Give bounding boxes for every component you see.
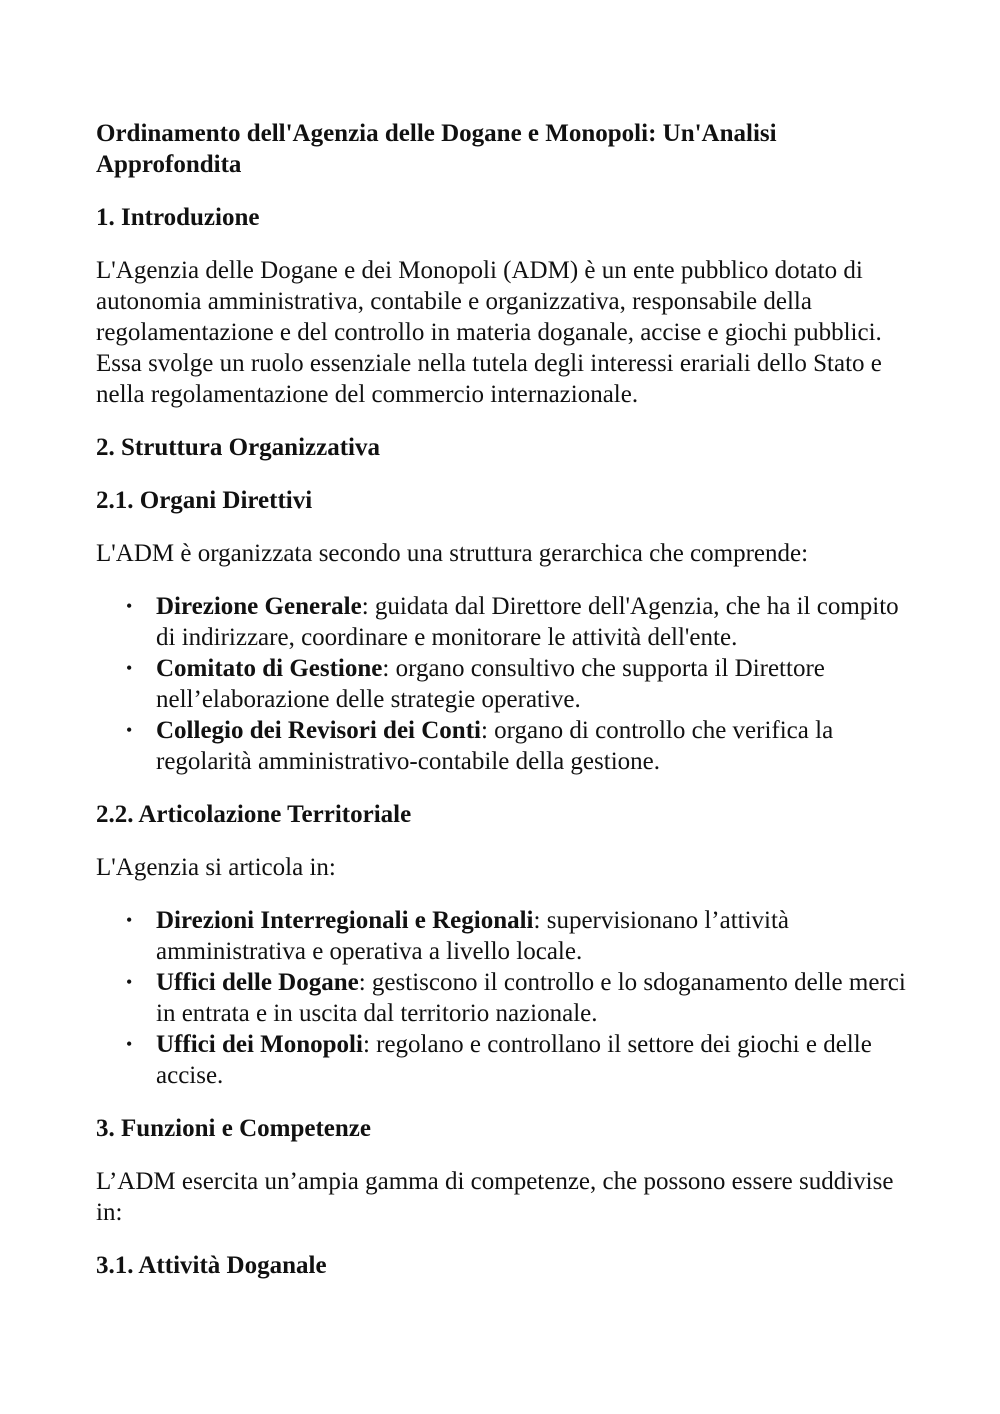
- list-item: [96, 591, 916, 653]
- bullet-icon: •: [126, 596, 133, 616]
- subsection-heading-doganale: 3.1. Attività Doganale: [96, 1252, 327, 1279]
- organi-list: [96, 591, 916, 777]
- bullet-icon: •: [126, 910, 133, 930]
- list-item: [96, 1029, 916, 1091]
- bullet-icon: •: [126, 972, 133, 992]
- territoriale-intro: L'Agenzia si articola in:: [96, 854, 336, 881]
- list-item-desc: : organo di controllo che verifica la regolarità amministrativo-contabile della gestione.: [156, 717, 834, 775]
- territoriale-list: [96, 905, 916, 1091]
- subsection-heading-territoriale: 2.2. Articolazione Territoriale: [96, 801, 412, 828]
- list-item-term: Uffici dei Monopoli: [156, 1031, 363, 1058]
- list-item-term: Direzioni Interregionali e Regionali: [156, 907, 534, 934]
- list-item-desc: : guidata dal Direttore dell'Agenzia, che ha il compito di indirizzare, coordinare e monitorare le attività dell'ente.: [156, 593, 899, 651]
- list-item-desc: : gestiscono il controllo e lo sdoganamento delle merci in entrata e in uscita dal territorio nazionale.: [156, 969, 906, 1027]
- list-item: [96, 653, 916, 715]
- section-heading-introduzione: 1. Introduzione: [96, 204, 260, 231]
- list-item-desc: : regolano e controllano il settore dei giochi e delle accise.: [156, 1031, 872, 1089]
- bullet-icon: •: [126, 1034, 133, 1054]
- list-item-term: Uffici delle Dogane: [156, 969, 359, 996]
- list-item-term: Collegio dei Revisori dei Conti: [156, 717, 481, 744]
- bullet-icon: •: [126, 720, 133, 740]
- list-item-term: Comitato di Gestione: [156, 655, 383, 682]
- section-heading-funzioni: 3. Funzioni e Competenze: [96, 1115, 371, 1142]
- bullet-icon: •: [126, 658, 133, 678]
- organi-intro: L'ADM è organizzata secondo una struttura gerarchica che comprende:: [96, 540, 809, 567]
- list-item-term: Direzione Generale: [156, 593, 362, 620]
- section-heading-struttura: 2. Struttura Organizzativa: [96, 434, 380, 461]
- intro-paragraph: L'Agenzia delle Dogane e dei Monopoli (ADM) è un ente pubblico dotato di autonomia amministrativa, contabile e organizzativa, responsabile della regolamentazione e del controllo in materia doganale, accise e giochi pubblici. Essa svolge un ruolo essenziale nella tutela degli interessi erariali dello Stato e nella regolamentazione del commercio internazionale.: [96, 257, 882, 408]
- funzioni-paragraph: L’ADM esercita un’ampia gamma di competenze, che possono essere suddivise in:: [96, 1168, 894, 1226]
- document-title: Ordinamento dell'Agenzia delle Dogane e Monopoli: Un'Analisi Approfondita: [96, 120, 777, 178]
- document-page: [96, 118, 916, 1281]
- list-item: [96, 715, 916, 777]
- subsection-heading-organi: 2.1. Organi Direttivi: [96, 487, 313, 514]
- list-item-desc: : supervisionano l’attività amministrativa e operativa a livello locale.: [156, 907, 790, 965]
- list-item: [96, 905, 916, 967]
- list-item-desc: : organo consultivo che supporta il Direttore nell’elaborazione delle strategie operative.: [156, 655, 825, 713]
- list-item: [96, 967, 916, 1029]
